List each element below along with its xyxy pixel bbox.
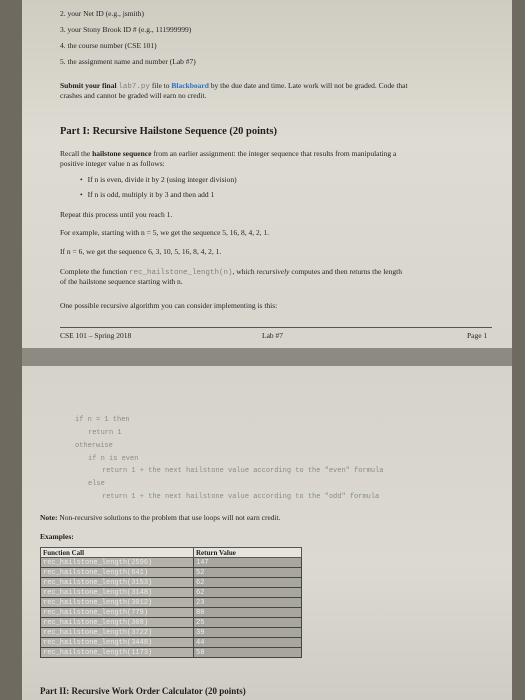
document-page-1 bbox=[22, 0, 512, 348]
submit-instructions bbox=[60, 81, 408, 91]
paragraph-text: One possible recursive algorithm you can consider implementing is this: bbox=[60, 301, 278, 310]
file-name: lab7.py bbox=[118, 83, 150, 91]
return-value-cell: 25 bbox=[194, 618, 302, 628]
table-row bbox=[41, 628, 302, 638]
function-name: rec_hailstone_length(n) bbox=[128, 269, 233, 277]
note-text: Non-recursive solutions to the problem that use loops will not earn credit. bbox=[59, 513, 281, 522]
return-value-cell: 23 bbox=[194, 598, 302, 608]
code-line: return 1 bbox=[88, 429, 122, 437]
function-call-cell: rec_hailstone_length(308) bbox=[41, 618, 194, 628]
bullet-item: • If n is odd, multiply it by 3 and then add 1 bbox=[80, 190, 214, 199]
emphasis: recursively bbox=[256, 267, 290, 276]
function-call-cell: rec_hailstone_length(779) bbox=[41, 608, 194, 618]
list-item: 3. your Stony Brook ID # (e.g., 111999999) bbox=[60, 25, 192, 34]
paragraph-text: For example, starting with n = 5, we get the sequence 5, 16, 8, 4, 2, 1. bbox=[60, 228, 270, 237]
paragraph-text: If n = 6, we get the sequence 6, 3, 10, 5, 16, 8, 4, 2, 1. bbox=[60, 247, 222, 256]
list-item: 2. your Net ID (e.g., jsmith) bbox=[60, 9, 144, 18]
table-row bbox=[41, 598, 302, 608]
return-value-cell: 62 bbox=[194, 588, 302, 598]
section-heading: Part I: Recursive Hailstone Sequence (20 points) bbox=[60, 126, 277, 137]
paragraph-text: from an earlier assignment: the integer sequence that results from manipulating a bbox=[153, 149, 397, 158]
return-value-cell: 39 bbox=[194, 628, 302, 638]
examples-table bbox=[40, 547, 302, 658]
table-row bbox=[41, 638, 302, 648]
code-line: else bbox=[88, 480, 105, 488]
paragraph-text: positive integer value n as follows: bbox=[60, 159, 165, 168]
function-call-cell: rec_hailstone_length(3448) bbox=[41, 638, 194, 648]
return-value-cell: 44 bbox=[194, 638, 302, 648]
table-row bbox=[41, 568, 302, 578]
table-row bbox=[41, 578, 302, 588]
table-row bbox=[41, 608, 302, 618]
submit-text: by the due date and time. Late work will not be graded. Code that bbox=[210, 81, 408, 90]
table-row bbox=[41, 558, 302, 568]
return-value-cell: 80 bbox=[194, 608, 302, 618]
return-value-cell: 52 bbox=[194, 568, 302, 578]
return-value-cell: 147 bbox=[194, 558, 302, 568]
column-header: Function Call bbox=[41, 548, 194, 558]
note-label: Note: bbox=[40, 513, 58, 522]
list-item: 5. the assignment name and number (Lab #7) bbox=[60, 57, 196, 66]
paragraph-text: Complete the function bbox=[60, 267, 128, 276]
function-call-cell: rec_hailstone_length(2596) bbox=[41, 558, 194, 568]
term: hailstone sequence bbox=[92, 149, 152, 158]
footer-lab: Lab #7 bbox=[262, 331, 284, 340]
footer-course: CSE 101 – Spring 2018 bbox=[60, 331, 132, 340]
paragraph-text: , which bbox=[232, 267, 255, 276]
code-line: otherwise bbox=[75, 442, 113, 450]
code-line: return 1 + the next hailstone value according to the "odd" formula bbox=[102, 493, 380, 501]
code-line: if n = 1 then bbox=[75, 416, 130, 424]
paragraph-text: Recall the bbox=[60, 149, 91, 158]
table-row bbox=[41, 588, 302, 598]
column-header: Return Value bbox=[194, 548, 302, 558]
footer-page: Page 1 bbox=[467, 331, 488, 340]
bullet-item: • If n is even, divide it by 2 (using integer division) bbox=[80, 175, 237, 184]
function-call-cell: rec_hailstone_length(1173) bbox=[41, 648, 194, 658]
code-line: if n is even bbox=[88, 455, 139, 463]
blackboard-link[interactable]: Blackboard bbox=[171, 81, 209, 90]
table-header-row bbox=[41, 548, 302, 558]
table-row bbox=[41, 618, 302, 628]
code-line: return 1 + the next hailstone value according to the "even" formula bbox=[102, 467, 384, 475]
section-heading: Part II: Recursive Work Order Calculator (20 points) bbox=[40, 686, 246, 696]
return-value-cell: 62 bbox=[194, 578, 302, 588]
paragraph-text: of the hailstone sequence starting with n. bbox=[60, 277, 183, 286]
paragraph-text: computes and then returns the length bbox=[291, 267, 402, 276]
note bbox=[40, 513, 281, 522]
function-call-cell: rec_hailstone_length(3722) bbox=[41, 628, 194, 638]
submit-text: file to bbox=[151, 81, 170, 90]
examples-label: Examples: bbox=[40, 532, 74, 541]
table-row bbox=[41, 648, 302, 658]
function-call-cell: rec_hailstone_length(641) bbox=[41, 568, 194, 578]
footer-rule bbox=[60, 327, 492, 328]
return-value-cell: 58 bbox=[194, 648, 302, 658]
paragraph bbox=[60, 267, 402, 277]
function-call-cell: rec_hailstone_length(3012) bbox=[41, 598, 194, 608]
paragraph bbox=[60, 149, 396, 158]
function-call-cell: rec_hailstone_length(3153) bbox=[41, 578, 194, 588]
paragraph-text: Repeat this process until you reach 1. bbox=[60, 210, 173, 219]
function-call-cell: rec_hailstone_length(3148) bbox=[41, 588, 194, 598]
list-item: 4. the course number (CSE 101) bbox=[60, 41, 157, 50]
submit-text: crashes and cannot be graded will earn no credit. bbox=[60, 91, 207, 100]
page-separator bbox=[22, 348, 512, 366]
submit-text: Submit your final bbox=[60, 81, 117, 90]
